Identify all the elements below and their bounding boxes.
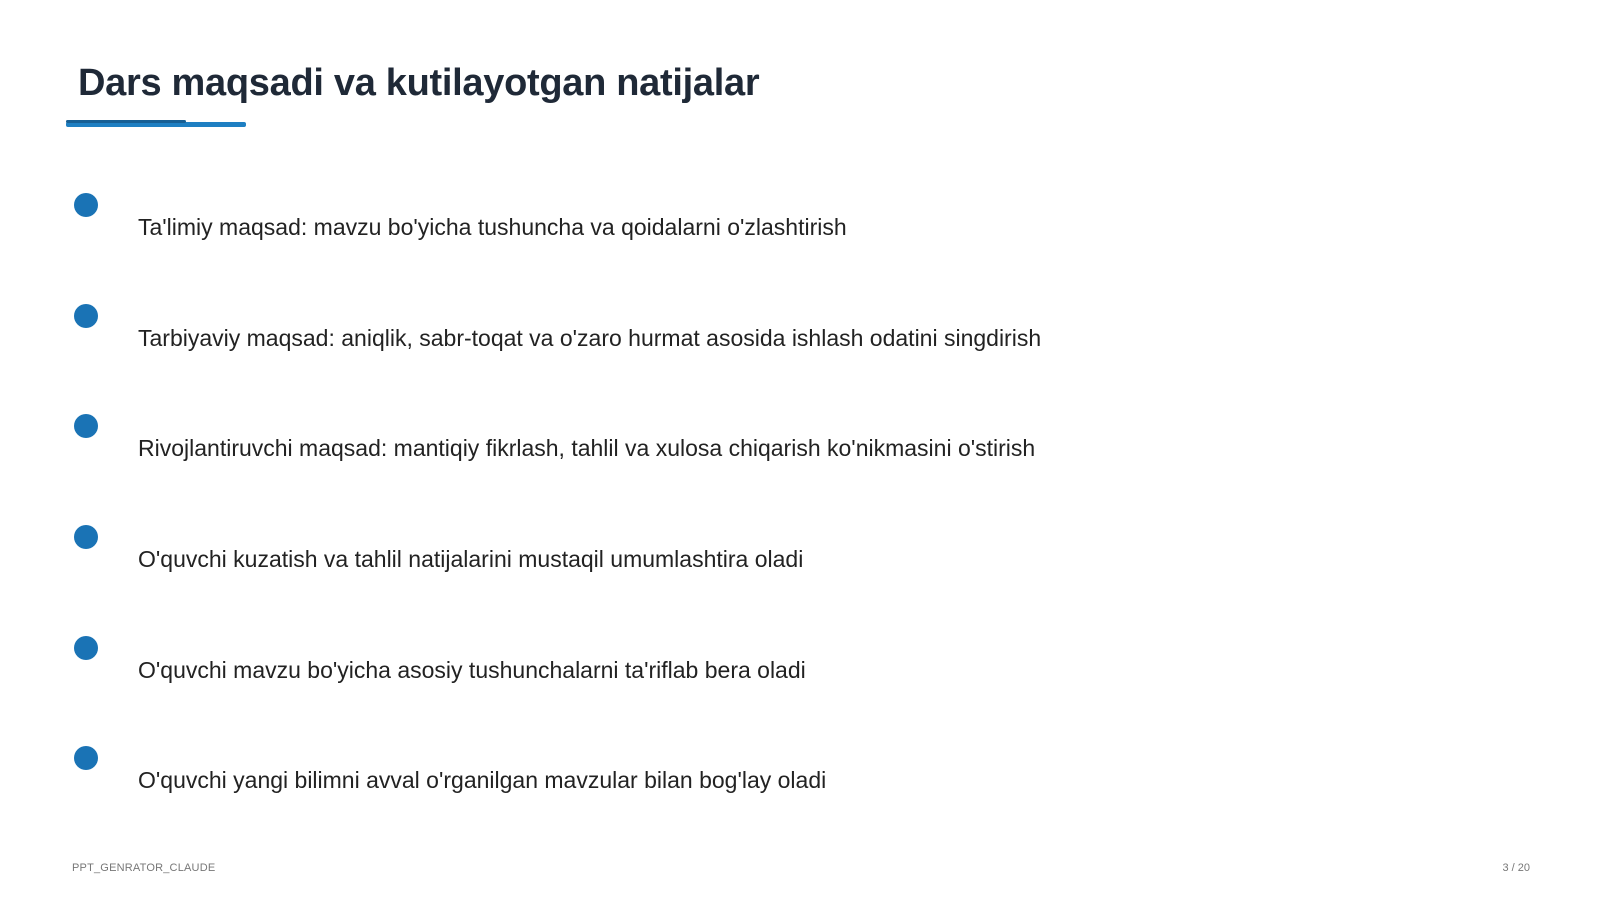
list-item [0,636,1600,696]
list-item [0,525,1600,585]
list-item-text: O'quvchi kuzatish va tahlil natijalarini mustaqil umumlashtira oladi [138,546,804,572]
list-item-text: Tarbiyaviy maqsad: aniqlik, sabr-toqat va o'zaro hurmat asosida ishlash odatini singdirish [138,325,1042,351]
list-item [0,746,1600,806]
slide-title: Dars maqsadi va kutilayotgan natijalar [78,62,760,104]
page-indicator: 3 / 20 [1502,862,1530,874]
bullet-dot-icon [74,746,98,770]
list-item-text: Ta'limiy maqsad: mavzu bo'yicha tushuncha va qoidalarni o'zlashtirish [138,214,847,240]
bullet-dot-icon [74,304,98,328]
list-item-text: O'quvchi yangi bilimni avval o'rganilgan mavzular bilan bog'lay oladi [138,767,827,793]
bullet-dot-icon [74,414,98,438]
list-item [0,193,1600,253]
footer-brand: PPT_GENRATOR_CLAUDE [72,862,216,874]
list-item [0,304,1600,364]
bullet-dot-icon [74,636,98,660]
bullet-dot-icon [74,525,98,549]
list-item [0,414,1600,474]
list-item-text: Rivojlantiruvchi maqsad: mantiqiy fikrlash, tahlil va xulosa chiqarish ko'nikmasini o'stirish [138,435,1036,461]
list-item-text: O'quvchi mavzu bo'yicha asosiy tushunchalarni ta'riflab bera oladi [138,657,806,683]
bullet-dot-icon [74,193,98,217]
